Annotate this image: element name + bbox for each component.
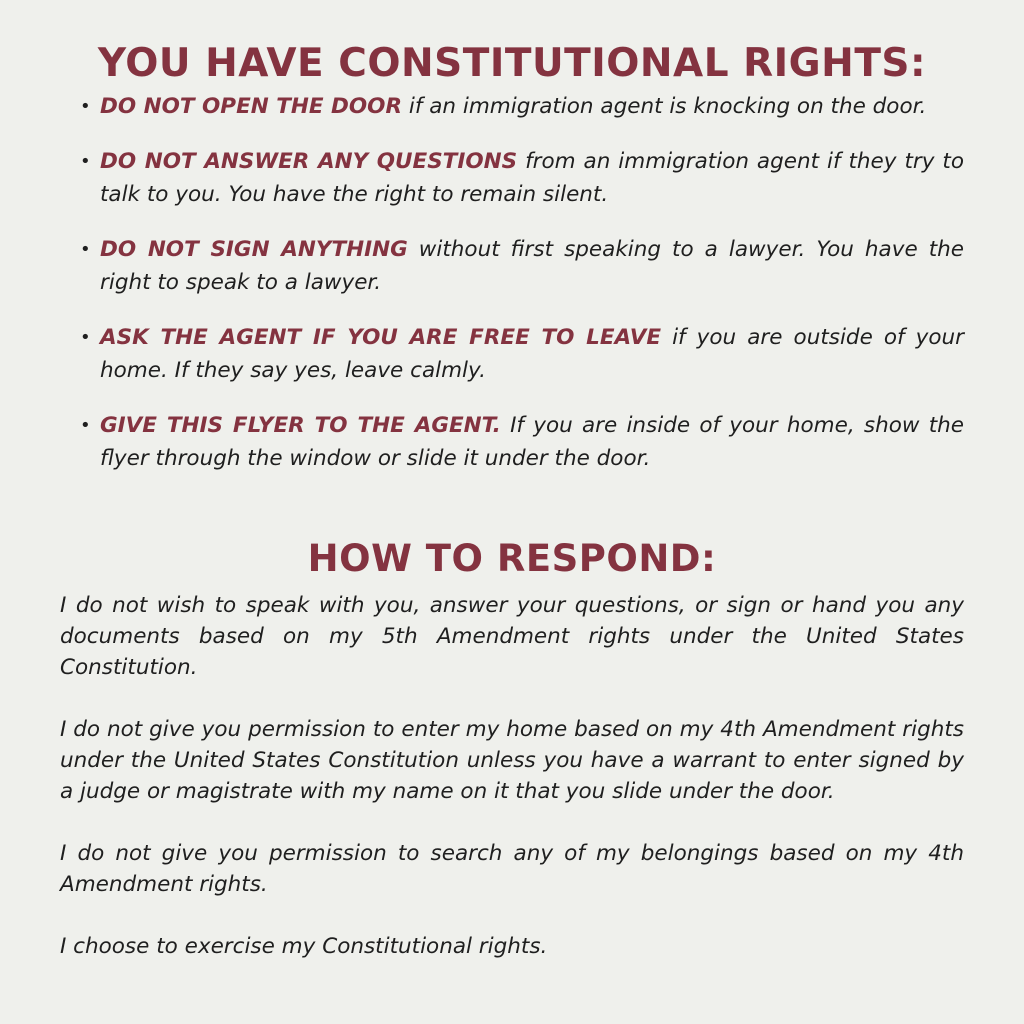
rights-item-emphasis: ASK THE AGENT IF YOU ARE FREE TO LEAVE xyxy=(100,325,662,350)
response-paragraph-search: I do not give you permission to search any of my belongings based on my 4th Amendment rights. xyxy=(60,841,964,897)
response-paragraph-exercise-rights: I choose to exercise my Constitutional rights. xyxy=(60,934,548,959)
rights-item-emphasis: DO NOT OPEN THE DOOR xyxy=(100,94,403,119)
rights-heading: YOU HAVE CONSTITUTIONAL RIGHTS: xyxy=(97,41,927,86)
response-script xyxy=(60,590,964,993)
rights-item-open-door xyxy=(80,90,964,123)
bullet-icon: • xyxy=(80,327,91,348)
rights-item-text: without first speaking to a lawyer. You have the right to speak to a lawyer. xyxy=(100,237,964,295)
response-paragraph-5th-amendment: I do not wish to speak with you, answer your questions, or sign or hand you any documents based on my 5th Amendment rights under the United States Constitution. xyxy=(60,593,964,680)
rights-item-give-flyer xyxy=(80,409,964,475)
rights-item-sign-anything xyxy=(80,233,964,299)
bullet-icon: • xyxy=(80,151,91,172)
rights-item-free-to-leave xyxy=(80,321,964,387)
rights-item-text: if you are outside of your home. If they say yes, leave calmly. xyxy=(100,325,964,383)
bullet-icon: • xyxy=(80,239,91,260)
rights-item-emphasis: DO NOT ANSWER ANY QUESTIONS xyxy=(100,149,518,174)
bullet-icon: • xyxy=(80,415,91,436)
rights-item-text: if an immigration agent is knocking on the door. xyxy=(402,94,927,119)
response-paragraph-enter-home: I do not give you permission to enter my home based on my 4th Amendment rights under the United States Constitution unless you have a warrant to enter signed by a judge or magistrate with my name on it that you slide under the door. xyxy=(60,717,964,804)
rights-item-emphasis: DO NOT SIGN ANYTHING xyxy=(100,237,408,262)
bullet-icon: • xyxy=(80,96,91,117)
rights-item-answer-questions xyxy=(80,145,964,211)
rights-item-text: from an immigration agent if they try to talk to you. You have the right to remain silent. xyxy=(100,149,964,207)
rights-item-text: If you are inside of your home, show the flyer through the window or slide it under the door. xyxy=(100,413,964,471)
respond-heading: HOW TO RESPOND: xyxy=(307,537,717,580)
rights-list xyxy=(80,90,964,497)
rights-item-emphasis: GIVE THIS FLYER TO THE AGENT. xyxy=(100,413,501,438)
